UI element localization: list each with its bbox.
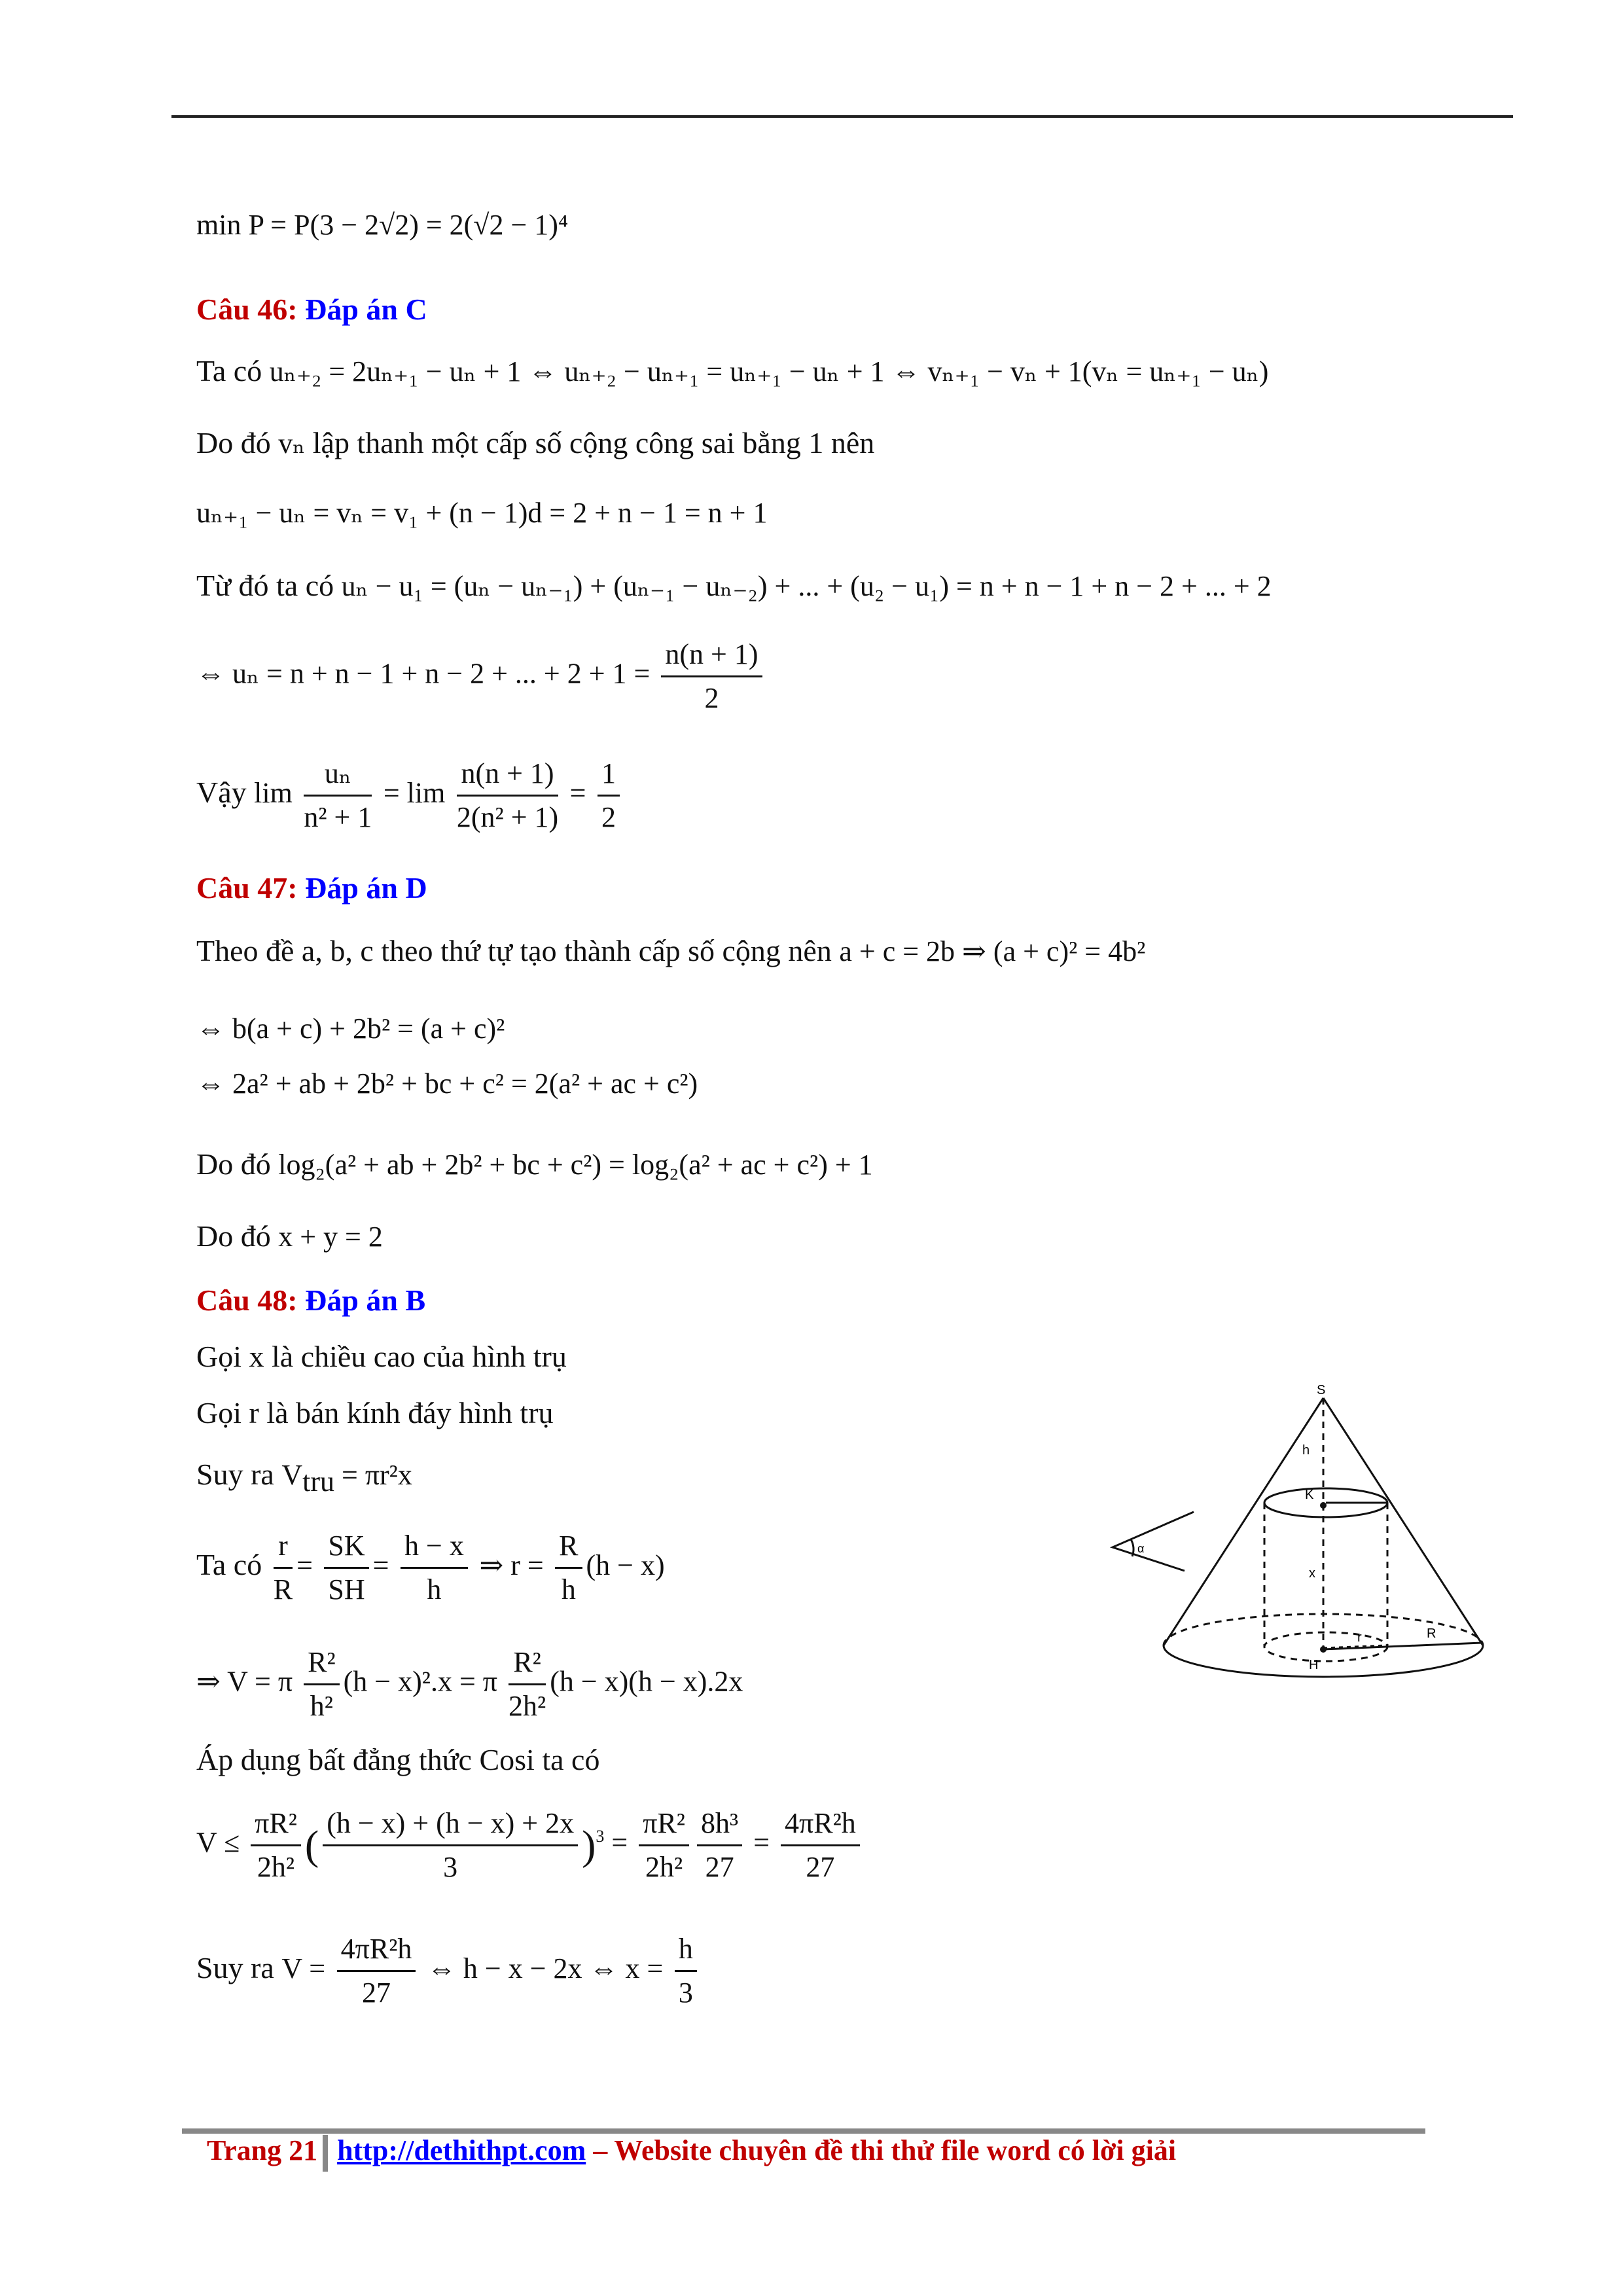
q46-frac1 bbox=[304, 753, 372, 838]
frac-num: n(n + 1) bbox=[457, 753, 558, 797]
q48-line7-eq: = bbox=[611, 1826, 628, 1859]
frac-num: R² bbox=[304, 1641, 340, 1685]
q46-line2 bbox=[196, 425, 874, 460]
q47-line2: ⇔ b(a + c) + 2b² = (a + c)² bbox=[196, 1013, 505, 1045]
cone-right-edge bbox=[1323, 1398, 1483, 1645]
frac-den: h bbox=[427, 1573, 442, 1605]
q48-label: Câu 48: bbox=[196, 1283, 306, 1317]
frac-num: R² bbox=[508, 1641, 546, 1685]
frac-piR2-2h2-b bbox=[639, 1803, 689, 1888]
q48-line8-b: ⇔ h − x − 2x ⇔ x = bbox=[427, 1952, 664, 1985]
q48-line4-mid: ⇒ r = bbox=[479, 1549, 544, 1582]
frac-R2-2h2 bbox=[508, 1641, 546, 1727]
q48-line3-text: Suy ra bbox=[196, 1458, 282, 1491]
footer-rule bbox=[182, 2128, 1425, 2134]
label-s: S bbox=[1317, 1383, 1326, 1397]
frac-hx-h bbox=[401, 1525, 468, 1611]
q47-line3: ⇔ 2a² + ab + 2b² + bc + c² = 2(a² + ac + c²) bbox=[196, 1067, 698, 1100]
q46-eq: = lim bbox=[383, 777, 446, 810]
frac-den: 2h² bbox=[257, 1851, 295, 1883]
cone-left-edge bbox=[1164, 1398, 1323, 1645]
q47-line1 bbox=[196, 933, 1145, 968]
cosi-power: 3 bbox=[596, 1826, 605, 1846]
frac-num: 4πR²h bbox=[781, 1803, 860, 1846]
frac-h-3 bbox=[675, 1928, 697, 2014]
angle-marker bbox=[1113, 1512, 1194, 1571]
frac-R-h bbox=[555, 1525, 582, 1611]
frac-4piR2h-27 bbox=[781, 1803, 860, 1888]
frac-num: r bbox=[274, 1525, 293, 1569]
frac-R2-h2 bbox=[304, 1641, 340, 1727]
q46-line1-math: uₙ₊₂ = 2uₙ₊₁ − uₙ + 1 ⇔ uₙ₊₂ − uₙ₊₁ = uₙ₊₁ − uₙ + 1 ⇔ vₙ₊₁ − vₙ + 1(vₙ = uₙ₊₁ − uₙ) bbox=[269, 355, 1269, 387]
frac-den: 2 bbox=[601, 801, 616, 833]
q46-line5-lhs: ⇔ uₙ = n + n − 1 + n − 2 + ... + 2 + 1 = bbox=[196, 657, 651, 690]
label-alpha: α bbox=[1137, 1542, 1145, 1555]
frac-den: h² bbox=[310, 1690, 333, 1722]
q48-line8-a: V = bbox=[281, 1952, 326, 1985]
q48-line5-b: (h − x)².x = π bbox=[343, 1665, 497, 1698]
q46-line3: uₙ₊₁ − uₙ = vₙ = v₁ + (n − 1)d = 2 + n − 1 = n + 1 bbox=[196, 497, 768, 529]
frac-den: 27 bbox=[705, 1851, 734, 1883]
q48-line4: Ta có $\frac{r}{R}$ = $\frac{SK}{SH}$ = $\frac{h - x}{h}$ ⇒ r = $\frac{R}{h}$ (h − x) bbox=[196, 1525, 665, 1611]
frac-num: SK bbox=[324, 1525, 368, 1569]
frac-num: πR² bbox=[639, 1803, 689, 1846]
footer-tagline: – Website chuyên đề thi thử file word có lời giải bbox=[586, 2134, 1177, 2166]
q46-frac2 bbox=[457, 753, 558, 838]
q47-answer: Đáp án D bbox=[305, 871, 427, 905]
frac-num: h − x bbox=[401, 1525, 468, 1569]
v-symbol: V bbox=[281, 1459, 303, 1491]
q48-line5-c: (h − x)(h − x).2x bbox=[550, 1665, 743, 1698]
q46-line4-text: Từ đó ta có bbox=[196, 569, 342, 602]
q47-line5 bbox=[196, 1219, 383, 1253]
q47-line4-math: log₂(a² + ab + 2b² + bc + c²) = log₂(a² + ac + c²) + 1 bbox=[278, 1149, 873, 1181]
q46-frac3 bbox=[597, 753, 620, 838]
q46-heading bbox=[196, 292, 427, 327]
frac-num: n(n + 1) bbox=[661, 634, 762, 677]
min-p-formula: min P = P(3 − 2√2) = 2(√2 − 1)⁴ bbox=[196, 209, 569, 241]
q48-line8 bbox=[196, 1928, 701, 2014]
frac-SK-SH bbox=[324, 1525, 368, 1611]
q48-line7-eq2: = bbox=[753, 1826, 770, 1859]
q46-line4-math: uₙ − u₁ = (uₙ − uₙ₋₁) + (uₙ₋₁ − uₙ₋₂) + ... + (u₂ − u₁) = n + n − 1 + n − 2 + ... + 2 bbox=[341, 570, 1272, 602]
label-big-h: H bbox=[1309, 1658, 1319, 1672]
q48-answer: Đáp án B bbox=[305, 1283, 426, 1317]
q46-line4 bbox=[196, 568, 1272, 603]
q47-line4-text: Do đó bbox=[196, 1147, 279, 1181]
frac-4piR2h-27-b bbox=[337, 1928, 416, 2014]
frac-num: (h − x) + (h − x) + 2x bbox=[323, 1803, 578, 1846]
q46-answer: Đáp án C bbox=[305, 293, 427, 326]
q47-line1-text: Theo đề a, b, c theo thứ tự tạo thành cấp số cộng nên bbox=[196, 934, 840, 967]
q48-line5-a: ⇒ V = π bbox=[196, 1665, 293, 1698]
q46-label: Câu 46: bbox=[196, 293, 306, 326]
q46-eq2: = bbox=[569, 777, 586, 810]
q47-heading bbox=[196, 870, 427, 905]
q46-line6-text: Vậy bbox=[196, 776, 255, 810]
q46-line2-b: lập thanh một cấp số cộng công sai bằng 1 nên bbox=[305, 426, 875, 459]
frac-den: n² + 1 bbox=[304, 801, 372, 833]
q48-line1: Gọi x là chiều cao của hình trụ bbox=[196, 1340, 567, 1373]
page-number: Trang 21 bbox=[207, 2134, 318, 2166]
q47-line1-math: a + c = 2b ⇒ (a + c)² = 4b² bbox=[839, 935, 1146, 967]
website-link[interactable]: http://dethithpt.com bbox=[337, 2134, 586, 2166]
q48-line5 bbox=[196, 1641, 743, 1727]
q48-line3-rest: = πr²x bbox=[334, 1459, 412, 1491]
q46-line6 bbox=[196, 753, 624, 838]
frac-den: 2h² bbox=[508, 1690, 546, 1722]
frac-den: 3 bbox=[678, 1977, 693, 2009]
point-h bbox=[1320, 1646, 1327, 1653]
frac-den: 2 bbox=[704, 682, 719, 714]
q46-line5-frac bbox=[661, 634, 762, 719]
q46-line2-a: Do đó bbox=[196, 426, 279, 459]
q48-line7: V ≤ $\frac{\text{πR²}}{\text{2h²}}$ ( $\frac{(h - x) + (h - x) + 2x}{3}$ )$^3$ = $\frac{\text{πR²}}{\text{2h²}}$ $\frac{\text{8h³}}{27}$ = $\frac{\text{4πR²h}}{27}$ bbox=[196, 1803, 864, 1888]
q47-label: Câu 47: bbox=[196, 871, 306, 905]
frac-r-R bbox=[274, 1525, 293, 1611]
frac-num: uₙ bbox=[304, 753, 372, 797]
q47-line5-math: x + y = 2 bbox=[278, 1221, 383, 1253]
frac-den: h bbox=[561, 1573, 576, 1605]
frac-num: 4πR²h bbox=[337, 1928, 416, 1972]
frac-den: SH bbox=[328, 1573, 365, 1605]
frac-num: R bbox=[555, 1525, 582, 1569]
q48-line4-text: Ta có bbox=[196, 1548, 270, 1582]
q48-heading bbox=[196, 1283, 425, 1318]
frac-cosi bbox=[323, 1803, 578, 1888]
frac-den: 27 bbox=[806, 1851, 835, 1883]
footer-separator bbox=[323, 2135, 328, 2172]
page-footer bbox=[207, 2134, 1176, 2172]
label-r: r bbox=[1357, 1630, 1362, 1645]
q47-line5-text: Do đó bbox=[196, 1219, 279, 1253]
label-big-r: R bbox=[1427, 1626, 1436, 1641]
q46-line1 bbox=[196, 353, 1268, 388]
point-k bbox=[1320, 1502, 1327, 1509]
q46-line5 bbox=[196, 634, 766, 719]
frac-den: 2(n² + 1) bbox=[456, 801, 559, 833]
frac-num: h bbox=[675, 1928, 697, 1972]
q46-line2-v: vₙ bbox=[278, 427, 306, 459]
q48-line4-end: (h − x) bbox=[586, 1549, 665, 1582]
frac-den: 3 bbox=[443, 1851, 458, 1883]
lim-label: lim bbox=[254, 777, 293, 810]
label-x: x bbox=[1309, 1566, 1315, 1581]
frac-num: πR² bbox=[251, 1803, 301, 1846]
frac-den: R bbox=[273, 1573, 293, 1605]
q48-line3 bbox=[196, 1457, 412, 1498]
frac-num: 1 bbox=[597, 753, 620, 797]
frac-num: 8h³ bbox=[697, 1803, 742, 1846]
q47-line4 bbox=[196, 1147, 873, 1181]
cone-cylinder-figure bbox=[1086, 1381, 1505, 1721]
header-rule bbox=[171, 115, 1513, 118]
q48-line6: Áp dụng bất đẳng thức Cosi ta có bbox=[196, 1743, 600, 1776]
frac-piR2-2h2 bbox=[251, 1803, 301, 1888]
frac-den: 27 bbox=[362, 1977, 391, 2009]
q48-line7-a: V ≤ bbox=[196, 1826, 240, 1859]
label-h: h bbox=[1302, 1443, 1310, 1458]
frac-den: 2h² bbox=[645, 1851, 683, 1883]
frac-8h3-27 bbox=[697, 1803, 742, 1888]
label-k: K bbox=[1305, 1488, 1314, 1502]
q48-line2: Gọi r là bán kính đáy hình trụ bbox=[196, 1396, 554, 1429]
q46-line1-text: Ta có bbox=[196, 354, 270, 387]
v-subscript: tru bbox=[302, 1465, 334, 1498]
q48-line8-text: Suy ra bbox=[196, 1951, 282, 1985]
